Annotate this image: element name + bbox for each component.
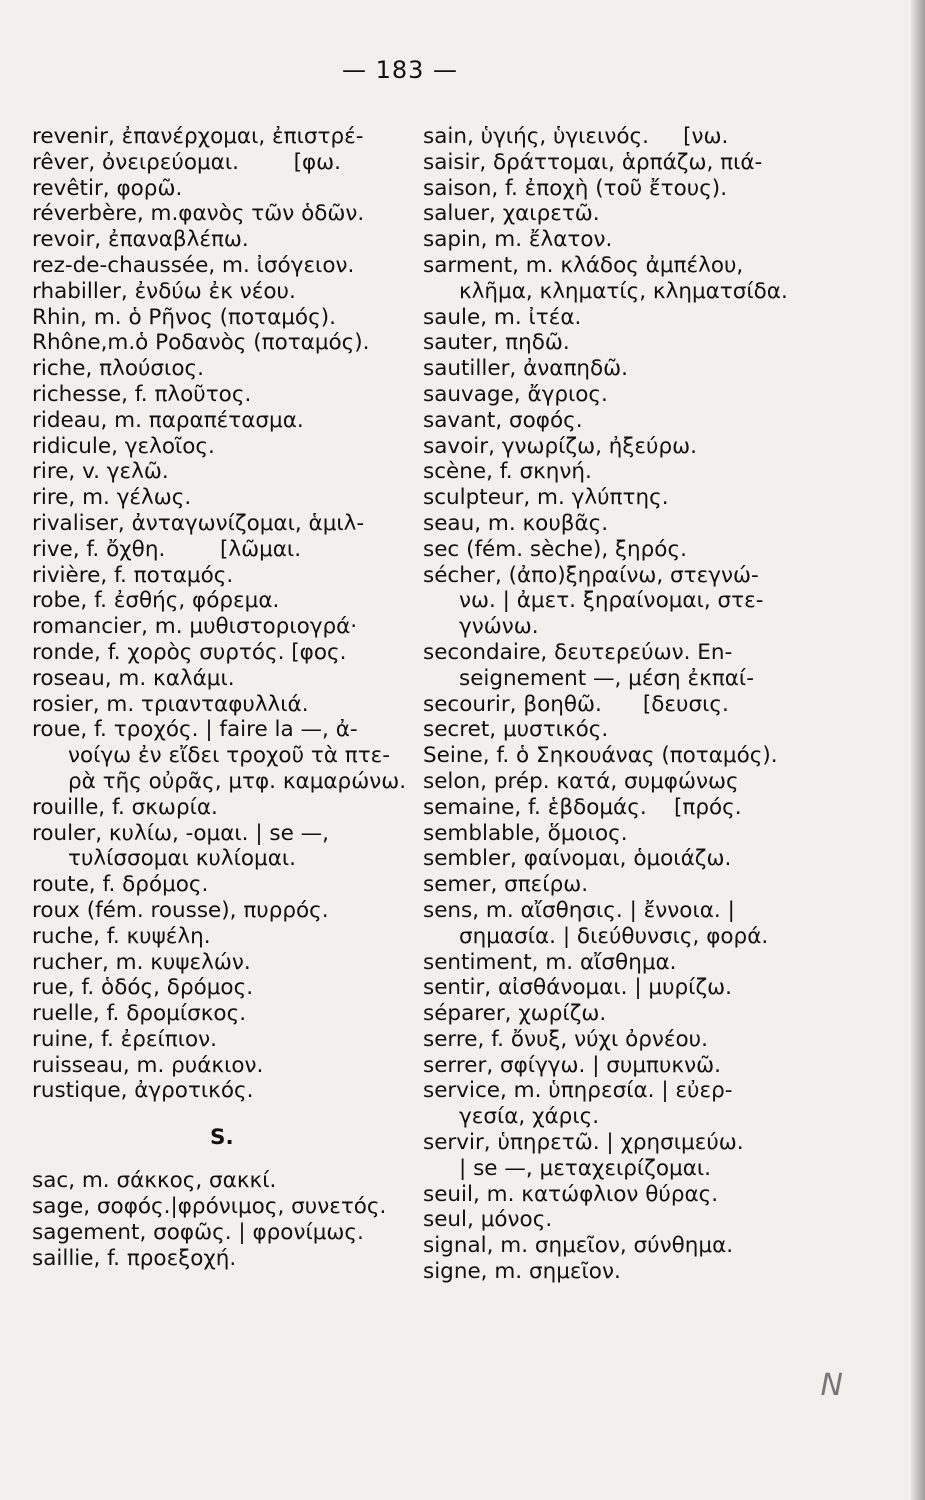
dictionary-entry-line: rue, f. ὁδός, δρόμος.	[32, 975, 254, 1001]
dictionary-entry-line: seau, m. κουβᾶς.	[423, 510, 609, 536]
dictionary-entry-line: rivière, f. ποταμός.	[32, 562, 234, 588]
dictionary-entry-line: revenir, ἐπανέρχομαι, ἐπιστρέ-	[32, 124, 364, 149]
dictionary-entry-line: σημασία. | διεύθυνσις, φορά.	[459, 923, 769, 949]
dictionary-entry-line: sens, m. αἴσθησις. | ἔννοια. |	[423, 897, 735, 923]
dictionary-entry-line: sage, σοφός.|φρόνιμος, συνετός.	[32, 1194, 387, 1220]
dictionary-entry-line: rouille, f. σκωρία.	[32, 794, 218, 820]
dictionary-entry-line: revoir, ἐπαναβλέπω.	[32, 227, 249, 253]
right-column	[423, 124, 808, 1285]
dictionary-entry-line: rustique, ἀγροτικός.	[32, 1078, 254, 1104]
dictionary-entry-line: serre, f. ὄνυξ, νύχι ὀρνέου.	[423, 1026, 708, 1052]
dictionary-entry-line: savant, σοφός.	[423, 407, 583, 433]
dictionary-entry-line: sauter, πηδῶ.	[423, 330, 570, 356]
dictionary-entry-line: semblable, ὅμοιος.	[423, 820, 628, 846]
page-number: — 183 —	[341, 56, 459, 84]
dictionary-entry-line: seuil, m. κατώφλιον θύρας.	[423, 1181, 719, 1207]
dictionary-entry-line: romancier, m. μυθιστοριογρά·	[32, 614, 358, 640]
dictionary-entry-line: rideau, m. παραπέτασμα.	[32, 407, 304, 433]
dictionary-entry-line: savoir, γνωρίζω, ἠξεύρω.	[423, 433, 697, 459]
dictionary-entry-line: revêtir, φορῶ.	[32, 175, 183, 201]
dictionary-entry-line: rosier, m. τριανταφυλλιά.	[32, 691, 309, 717]
dictionary-entry-line: ρὰ τῆς οὐρᾶς, μτφ. καμαρώνω.	[68, 768, 407, 794]
dictionary-entry-line: selon, prép. κατά, συμφώνως	[423, 768, 739, 794]
dictionary-entry-line: signal, m. σημεῖον, σύνθημα.	[423, 1233, 734, 1259]
dictionary-entry-line: semaine, f. ἑβδομάς. [πρός.	[423, 794, 742, 820]
dictionary-entry-line: sentiment, m. αἴσθημα.	[423, 949, 677, 975]
dictionary-entry-line: sarment, m. κλάδος ἀμπέλου,	[423, 252, 744, 278]
dictionary-entry-line: sain, ὑγιής, ὑγιεινός. [νω.	[423, 124, 729, 149]
dictionary-entry-line: rire, m. γέλως.	[32, 485, 192, 511]
dictionary-entry-line: sauvage, ἄγριος.	[423, 381, 608, 407]
dictionary-entry-line: séparer, χωρίζω.	[423, 1001, 607, 1027]
left-entries-after	[32, 1168, 417, 1271]
dictionary-entry-line: route, f. δρόμος.	[32, 872, 209, 898]
dictionary-entry-line: roue, f. τροχός. | faire la —, ἀ-	[32, 717, 358, 743]
dictionary-entry-line: seignement —, μέση ἐκπαί-	[459, 665, 754, 691]
dictionary-entry-line: νω. | ἀμετ. ξηραίνομαι, στε-	[459, 588, 764, 614]
left-column	[32, 124, 417, 1271]
dictionary-entry-line: riche, πλούσιος.	[32, 356, 204, 382]
right-entries	[423, 124, 808, 1285]
left-entries	[32, 124, 417, 1104]
dictionary-entry-line: rhabiller, ἐνδύω ἐκ νέου.	[32, 278, 296, 304]
page-edge-shadow	[911, 0, 925, 1500]
dictionary-entry-line: seul, μόνος.	[423, 1207, 553, 1233]
dictionary-entry-line: sentir, αἰσθάνομαι. | μυρίζω.	[423, 975, 732, 1001]
dictionary-entry-line: rouler, κυλίω, -ομαι. | se —,	[32, 820, 330, 846]
dictionary-entry-line: κλῆμα, κληματίς, κληματσίδα.	[459, 278, 788, 304]
dictionary-entry-line: serrer, σφίγγω. | συμπυκνῶ.	[423, 1052, 721, 1078]
dictionary-entry-line: service, m. ὑπηρεσία. | εὐερ-	[423, 1078, 733, 1104]
dictionary-entry-line: ruelle, f. δρομίσκος.	[32, 1001, 247, 1027]
section-letter: S.	[210, 1125, 234, 1151]
dictionary-entry-line: saule, m. ἰτέα.	[423, 304, 582, 330]
dictionary-entry-line: rire, v. γελῶ.	[32, 459, 169, 485]
dictionary-entry-line: sculpteur, m. γλύπτης.	[423, 485, 669, 511]
dictionary-entry-line: scène, f. σκηνή.	[423, 459, 592, 485]
dictionary-entry-line: rivaliser, ἀνταγωνίζομαι, ἁμιλ-	[32, 510, 365, 536]
dictionary-entry-line: secourir, βοηθῶ. [δευσις.	[423, 691, 729, 717]
dictionary-entry-line: sac, m. σάκκος, σακκί.	[32, 1168, 277, 1194]
dictionary-entry-line: Rhin, m. ὁ Ρῆνος (ποταμός).	[32, 304, 336, 330]
dictionary-entry-line: ruche, f. κυψέλη.	[32, 923, 211, 949]
dictionary-entry-line: sécher, (ἀπο)ξηραίνω, στεγνώ-	[423, 562, 759, 588]
dictionary-entry-line: rive, f. ὄχθη. [λῶμαι.	[32, 536, 302, 562]
dictionary-entry-line: saluer, χαιρετῶ.	[423, 201, 600, 227]
dictionary-entry-line: sautiller, ἀναπηδῶ.	[423, 356, 629, 382]
dictionary-entry-line: rucher, m. κυψελών.	[32, 949, 251, 975]
dictionary-entry-line: Seine, f. ὁ Σηκουάνας (ποταμός).	[423, 743, 778, 769]
dictionary-entry-line: robe, f. ἐσθής, φόρεμα.	[32, 588, 280, 614]
dictionary-entry-line: signe, m. σημεῖον.	[423, 1259, 621, 1285]
dictionary-entry-line: sapin, m. ἔλατον.	[423, 227, 613, 253]
dictionary-entry-line: γεσία, χάρις.	[459, 1104, 600, 1130]
dictionary-entry-line: saisir, δράττομαι, ἁρπάζω, πιά-	[423, 149, 763, 175]
dictionary-entry-line: Rhône,m.ὁ Ροδανὸς (ποταμός).	[32, 330, 370, 356]
dictionary-entry-line: sagement, σοφῶς. | φρονίμως.	[32, 1219, 364, 1245]
dictionary-entry-line: τυλίσσομαι κυλίομαι.	[68, 846, 296, 872]
dictionary-entry-line: roux (fém. rousse), πυρρός.	[32, 897, 329, 923]
dictionary-entry-line: richesse, f. πλοῦτος.	[32, 381, 252, 407]
dictionary-entry-line: ruine, f. ἐρείπιον.	[32, 1026, 218, 1052]
dictionary-entry-line: roseau, m. καλάμι.	[32, 665, 235, 691]
dictionary-entry-line: secret, μυστικός.	[423, 717, 609, 743]
dictionary-entry-line: secondaire, δευτερεύων. En-	[423, 639, 733, 665]
dictionary-entry-line: servir, ὑπηρετῶ. | χρησιμεύω.	[423, 1130, 744, 1156]
dictionary-entry-line: réverbère, m.φανὸς τῶν ὁδῶν.	[32, 201, 365, 227]
dictionary-entry-line: sec (fém. sèche), ξηρός.	[423, 536, 687, 562]
dictionary-entry-line: sembler, φαίνομαι, ὁμοιάζω.	[423, 846, 732, 872]
dictionary-entry-line: saison, f. ἐποχὴ (τοῦ ἔτους).	[423, 175, 728, 201]
dictionary-entry-line: rez-de-chaussée, m. ἰσόγειον.	[32, 252, 355, 278]
dictionary-entry-line: rêver, ὀνειρεύομαι. [φω.	[32, 149, 342, 175]
dictionary-entry-line: ruisseau, m. ρυάκιον.	[32, 1052, 264, 1078]
dictionary-entry-line: ridicule, γελοῖος.	[32, 433, 215, 459]
dictionary-entry-line: ronde, f. χορὸς συρτός. [φος.	[32, 639, 347, 665]
dictionary-entry-line: νοίγω ἐν εἴδει τροχοῦ τὰ πτε-	[68, 743, 391, 769]
dictionary-entry-line: γνώνω.	[459, 614, 539, 640]
dictionary-entry-line: saillie, f. προεξοχή.	[32, 1245, 237, 1271]
dictionary-entry-line: semer, σπείρω.	[423, 872, 589, 898]
margin-pencil-mark: N	[820, 1368, 843, 1403]
dictionary-entry-line: | se —, μεταχειρίζομαι.	[459, 1155, 711, 1181]
